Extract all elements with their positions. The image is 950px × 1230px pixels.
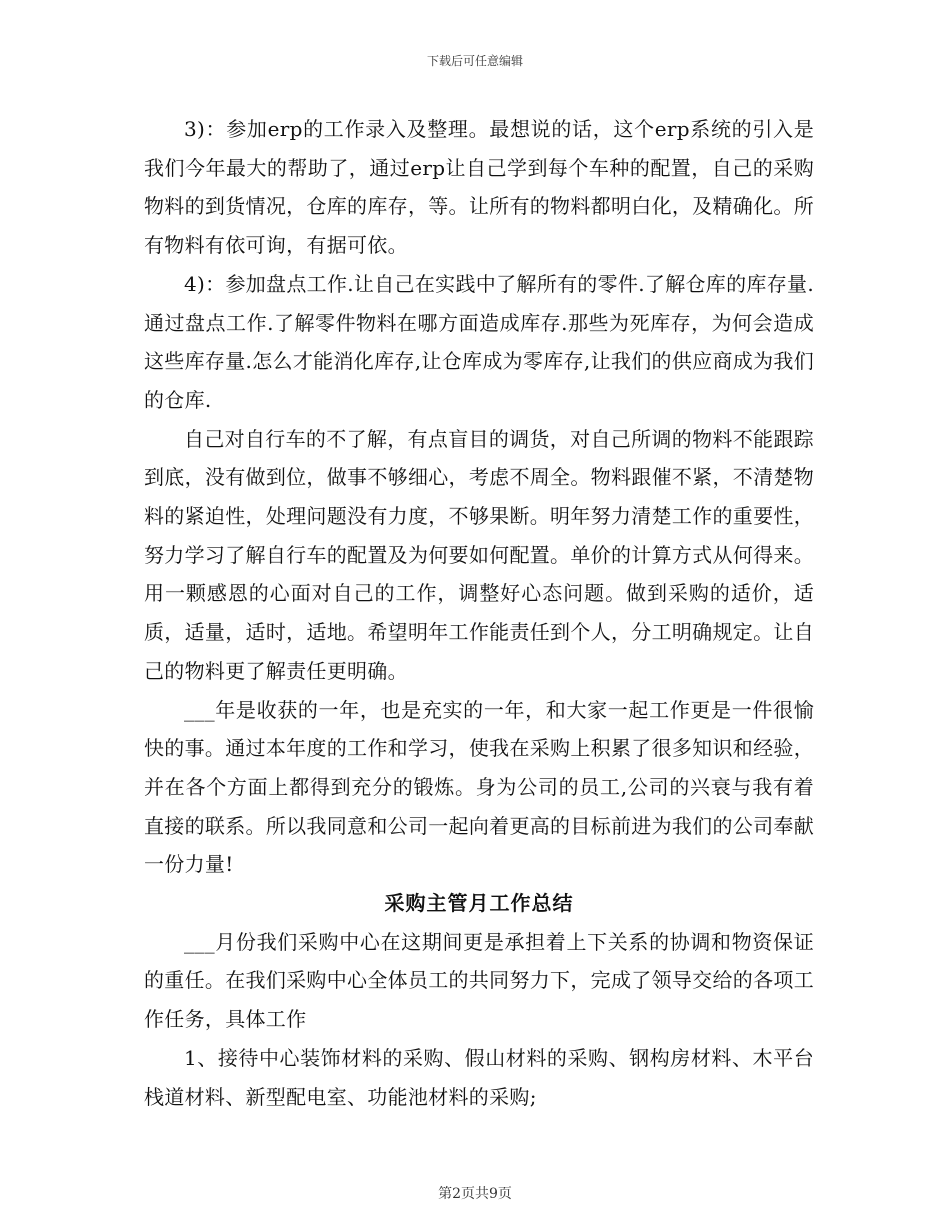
paragraph-item-1: 1、接待中心装饰材料的采购、假山材料的采购、钢构房材料、木平台栈道材料、新型配电室、功能池材料的采购;	[144, 1045, 814, 1109]
section-title: 采购主管月工作总结	[384, 891, 574, 916]
paragraph-erp: 3)：参加erp的工作录入及整理。最想说的话，这个erp系统的引入是我们今年最大的帮助了，通过erp让自己学到每个车种的配置，自己的采购物料的到货情况，仓库的库存，等。让所有的物料都明白化，及精确化。所有物料有依可询，有据可依。	[144, 117, 814, 258]
paragraph-self-review: 自己对自行车的不了解，有点盲目的调货，对自己所调的物料不能跟踪到底，没有做到位，做事不够细心，考虑不周全。物料跟催不紧，不清楚物料的紧迫性，处理问题没有力度，不够果断。明年努力清楚工作的重要性，努力学习了解自行车的配置及为何要如何配置。单价的计算方式从何得来。用一颗感恩的心面对自己的工作，调整好心态问题。做到采购的适价，适质，适量，适时，适地。希望明年工作能责任到个人，分工明确规定。让自己的物料更了解责任更明确。	[144, 426, 814, 683]
paragraph-inventory: 4)：参加盘点工作.让自己在实践中了解所有的零件.了解仓库的库存量.通过盘点工作.了解零件物料在哪方面造成库存.那些为死库存，为何会造成这些库存量.怎么才能消化库存,让仓库成为零库存,让我们的供应商成为我们的仓库.	[144, 271, 814, 412]
page-footer: 第2页共9页	[438, 1186, 512, 1202]
paragraph-year-summary: ___年是收获的一年，也是充实的一年，和大家一起工作更是一件很愉快的事。通过本年度的工作和学习，使我在采购上积累了很多知识和经验，并在各个方面上都得到充分的锻炼。身为公司的员工,公司的兴衰与我有着直接的联系。所以我同意和公司一起向着更高的目标前进为我们的公司奉献一份力量!	[144, 697, 814, 877]
paragraph-month-intro: ___月份我们采购中心在这期间更是承担着上下关系的协调和物资保证的重任。在我们采购中心全体员工的共同努力下，完成了领导交给的各项工作任务，具体工作	[144, 929, 814, 1032]
page-header: 下载后可任意编辑	[426, 54, 523, 68]
document-body	[144, 110, 814, 1116]
